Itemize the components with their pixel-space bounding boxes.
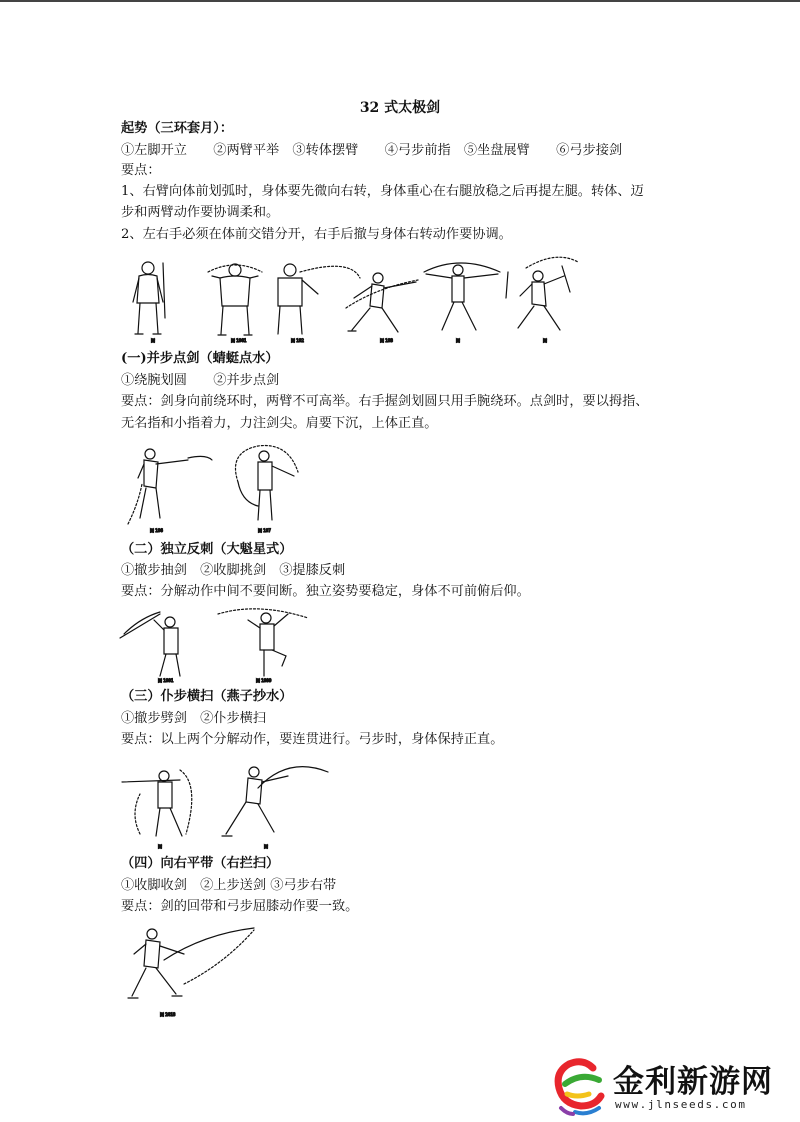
point-line: 2、左右手必须在体前交错分开，右手后撤与身体右转动作要协调。: [121, 227, 512, 242]
point-line: 要点：剑身向前绕环时，两臂不可高举。右手握剑划圆只用手腕绕环。点剑时，要以拇指、: [121, 394, 649, 409]
figure-section-4: [118, 920, 268, 1020]
figure-caption: 图 1961: [231, 338, 247, 343]
figure-caption: 图 192: [291, 338, 304, 343]
section-heading-1: (一)并步点剑（蜻蜓点水）: [121, 351, 279, 366]
illustration-knee-lift: [218, 609, 308, 676]
illustration-chop-sword: [122, 770, 192, 836]
point-line: 1、右臂向体前划弧时，身体要先微向右转，身体重心在右腿放稳之后再提左腿。转体、迈: [121, 184, 644, 199]
steps-3: ①撤步劈剑 ②仆步横扫: [121, 711, 267, 726]
point-line: 无名指和小指着力，力注剑尖。肩要下沉，上体正直。: [121, 416, 438, 431]
figure-caption: 图: [151, 338, 155, 343]
figure-section-2: [118, 604, 338, 686]
figure-caption: 图: [264, 844, 268, 849]
section-heading-4: （四）向右平带（右拦扫）: [121, 856, 280, 871]
point-line: 步和两臂动作要协调柔和。: [121, 205, 280, 220]
illustration-right-carry: [128, 928, 254, 998]
top-border: [0, 0, 800, 2]
figure-caption: 图 197: [258, 528, 271, 533]
figure-section-1: [118, 440, 318, 538]
figure-caption: 图: [456, 338, 460, 343]
figure-section-3: [118, 758, 338, 852]
point-line: 要点：分解动作中间不要间断。独立姿势要稳定，身体不可前俯后仰。: [121, 584, 530, 599]
figure-caption: 图: [158, 844, 162, 849]
illustration-arms-spread: [424, 263, 508, 330]
figure-qishi-sequence: [118, 256, 608, 346]
figure-caption: 图 1991: [158, 678, 174, 683]
page-title: 32 式太极剑: [359, 100, 441, 116]
illustration-standing: [133, 262, 165, 334]
steps-1: ①绕腕划圆 ②并步点剑: [121, 373, 280, 388]
illustration-turning: [278, 264, 360, 334]
points-label: 要点：: [121, 163, 161, 178]
section-heading-3: （三）仆步横扫（燕子抄水）: [121, 689, 293, 704]
point-line: 要点：以上两个分解动作，要连贯进行。弓步时，身体保持正直。: [121, 732, 504, 747]
illustration-wrist-circle: [128, 449, 212, 524]
logo-e-icon: [553, 1054, 611, 1118]
steps-4: ①收脚收剑 ②上步送剑 ③弓步右带: [121, 878, 337, 893]
figure-caption: 图 193: [380, 338, 393, 343]
watermark-logo: [553, 1050, 793, 1120]
illustration-bow-stance: [346, 273, 418, 332]
illustration-sweep: [222, 767, 328, 836]
illustration-receive-sword: [518, 257, 578, 330]
illustration-point-sword: [236, 446, 299, 520]
watermark-name: 金利新游网: [613, 1064, 773, 1100]
steps-2: ①撤步抽剑 ②收脚挑剑 ③提膝反刺: [121, 563, 346, 578]
point-line: 要点：剑的回带和弓步屈膝动作要一致。: [121, 899, 359, 914]
section-heading-qishi: 起势（三环套月）：: [121, 121, 234, 136]
steps-qishi: ①左脚开立 ②两臂平举 ③转体摆臂 ④弓步前指 ⑤坐盘展臂 ⑥弓步接剑: [121, 143, 623, 158]
figure-caption: 图: [543, 338, 547, 343]
figure-caption: 图 2013: [160, 1012, 176, 1017]
watermark-url: www.jlnseeds.com: [615, 1098, 747, 1111]
figure-caption: 图 1999: [256, 678, 272, 683]
figure-caption: 图 196: [150, 528, 163, 533]
illustration-withdraw-sword: [120, 612, 180, 676]
section-heading-2: （二）独立反刺（大魁星式）: [121, 542, 293, 557]
illustration-arms-raised: [208, 264, 262, 335]
